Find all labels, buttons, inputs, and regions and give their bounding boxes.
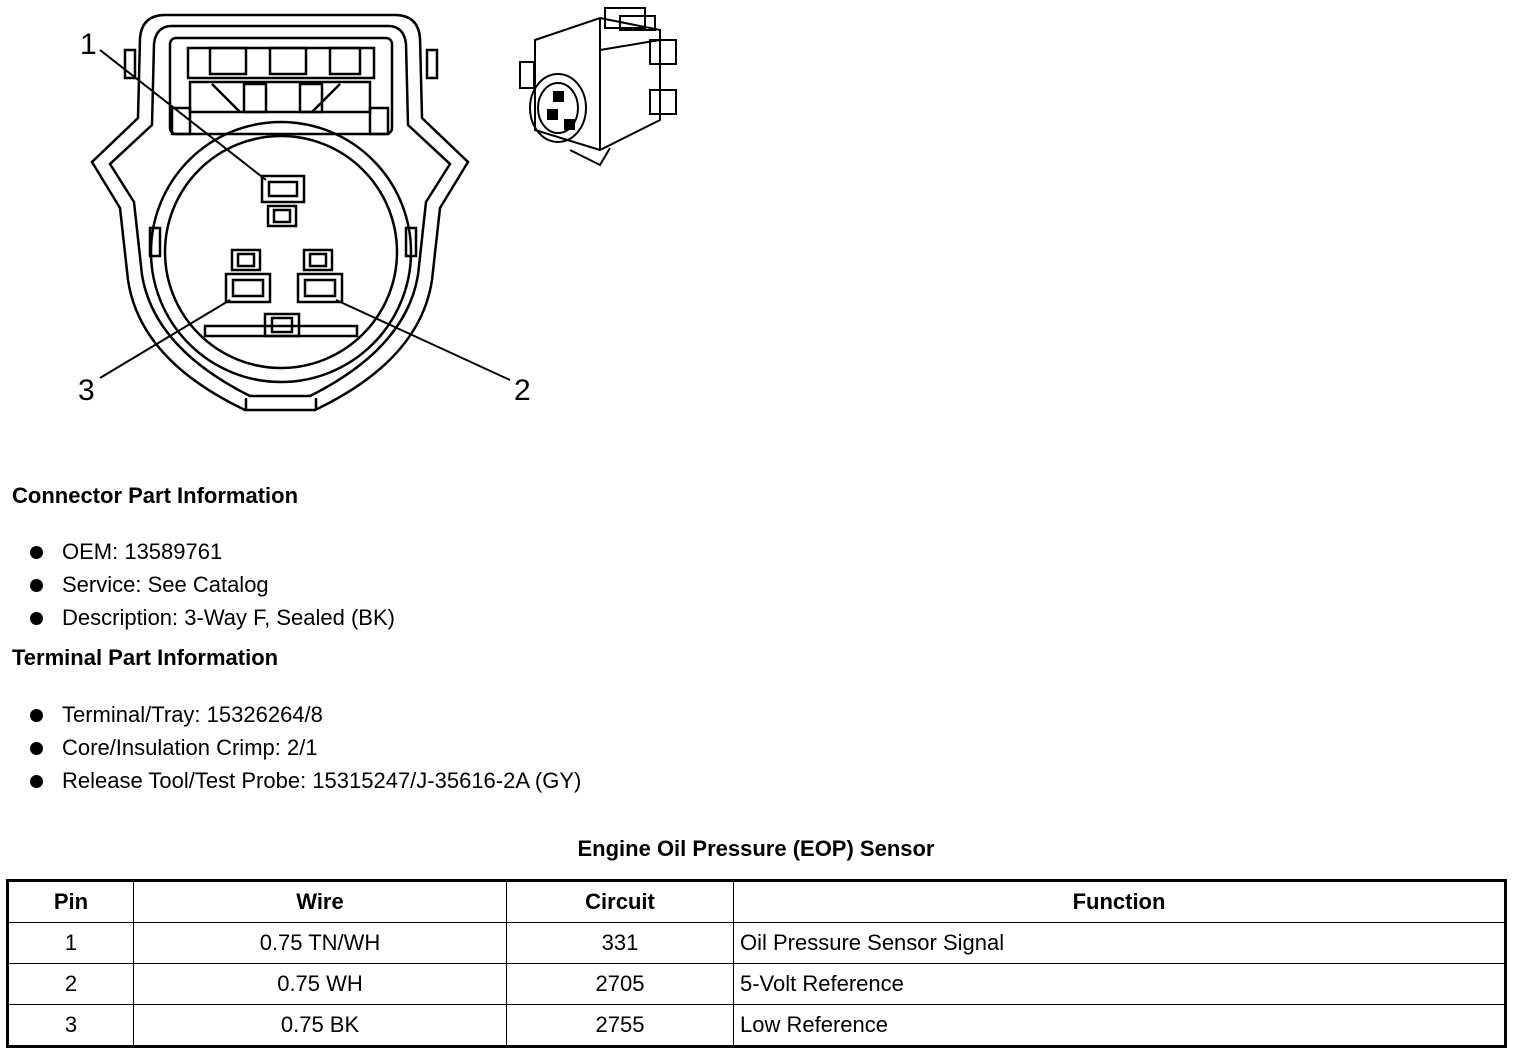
callout-3: 3 (78, 374, 95, 407)
bullet-icon (30, 775, 43, 788)
cell-function: 5-Volt Reference (734, 964, 1506, 1005)
cell-wire: 0.75 BK (134, 1005, 507, 1047)
terminal-info-heading: Terminal Part Information (12, 645, 279, 670)
list-item-text: OEM: 13589761 (62, 539, 223, 564)
callout-2: 2 (514, 374, 531, 407)
cell-wire: 0.75 TN/WH (134, 923, 507, 964)
list-item-text: Service: See Catalog (62, 572, 269, 597)
table-row (8, 964, 1506, 1005)
list-item (28, 698, 581, 731)
cell-function: Oil Pressure Sensor Signal (734, 923, 1506, 964)
connector-info-heading: Connector Part Information (12, 483, 299, 508)
list-item (28, 731, 581, 764)
terminal-info-list (28, 698, 581, 797)
list-item-text: Description: 3-Way F, Sealed (BK) (62, 605, 395, 630)
list-item (28, 535, 395, 568)
cell-wire: 0.75 WH (134, 964, 507, 1005)
connector-info-list (28, 535, 395, 634)
pin-table-title: Engine Oil Pressure (EOP) Sensor (577, 836, 935, 861)
list-item-text: Release Tool/Test Probe: 15315247/J-35616-2A (GY) (62, 768, 582, 793)
connector-isometric-view (520, 8, 676, 165)
table-row (8, 1005, 1506, 1047)
cell-pin: 3 (8, 1005, 134, 1047)
latch-frame (170, 38, 392, 134)
column-header-circuit: Circuit (507, 881, 734, 923)
bullet-icon (30, 742, 43, 755)
cell-pin: 2 (8, 964, 134, 1005)
bullet-icon (30, 546, 43, 559)
callout-1: 1 (80, 28, 97, 61)
list-item (28, 601, 395, 634)
cell-circuit: 331 (507, 923, 734, 964)
cell-function: Low Reference (734, 1005, 1506, 1047)
cell-pin: 1 (8, 923, 134, 964)
list-item-text: Core/Insulation Crimp: 2/1 (62, 735, 318, 760)
bullet-icon (30, 612, 43, 625)
list-item (28, 568, 395, 601)
list-item (28, 764, 581, 797)
connector-face-diagram (0, 0, 720, 440)
terminal-cavity-2 (298, 250, 342, 302)
terminal-cavity-3 (226, 250, 270, 302)
list-item-text: Terminal/Tray: 15326264/8 (62, 702, 323, 727)
column-header-pin: Pin (8, 881, 134, 923)
connector-face-ring (151, 122, 411, 382)
terminal-cavity-1 (262, 176, 304, 226)
table-header-row (8, 881, 1506, 923)
pin-table (6, 879, 1507, 1048)
column-header-wire: Wire (134, 881, 507, 923)
bullet-icon (30, 709, 43, 722)
cell-circuit: 2755 (507, 1005, 734, 1047)
column-header-function: Function (734, 881, 1506, 923)
callout-1-leader (100, 50, 266, 180)
table-row (8, 923, 1506, 964)
cell-circuit: 2705 (507, 964, 734, 1005)
bullet-icon (30, 579, 43, 592)
